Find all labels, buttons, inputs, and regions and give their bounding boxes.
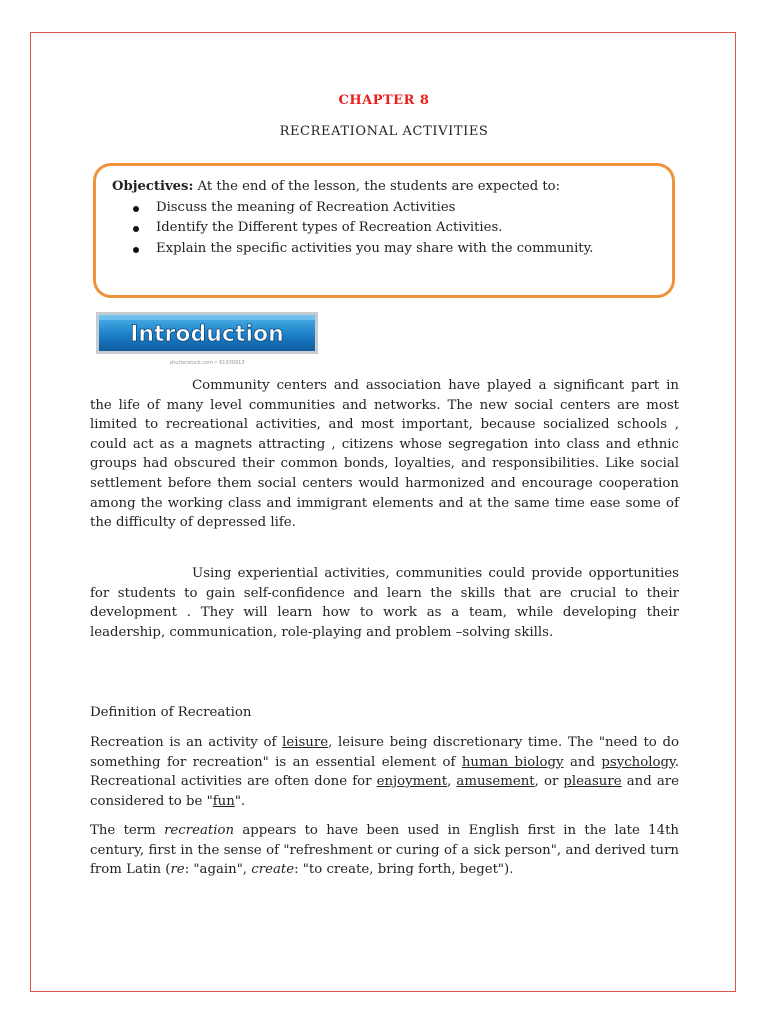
link-psychology[interactable]: psychology [601,754,675,770]
etymology-paragraph: The term recreation appears to have been used in English first in the late 14th century, first in the sense of "refreshment or curing of a sick person", and derived turn from Latin (re: "again", create: "to create, bring forth, beget"). [90,823,679,878]
definition-paragraph: Recreation is an activity of leisure, leisure being discretionary time. The "need to do something for recreation" is an essential element of human biology and psychology. Recreational activities are often done for enjoyment, amusement, or pleasure and are considered to be "fun". [90,735,680,809]
chapter-title: RECREATIONAL ACTIVITIES [279,124,489,139]
objectives-lead: At the end of the lesson, the students are expected to: [193,179,561,194]
term-create: create [251,862,295,878]
intro-paragraph-2 [90,564,679,642]
link-fun[interactable]: fun [212,793,235,809]
chapter-label: CHAPTER 8 [338,93,430,108]
link-amusement[interactable]: amusement [456,774,535,790]
banner-caption: shutterstock.com • 61938913 [169,360,245,366]
link-pleasure[interactable]: pleasure [563,774,622,790]
banner-text: Introduction [130,322,284,347]
link-leisure[interactable]: leisure [282,735,329,750]
introduction-banner [96,311,318,369]
objectives-intro [112,177,656,198]
term-recreation: recreation [164,823,235,838]
objectives-box [93,163,675,298]
objective-item: Discuss the meaning of Recreation Activities [156,198,656,219]
paragraph-text: Using experiential activities, communities could provide opportunities for students to gain self-confidence and learn the skills that are crucial to their development . They will learn how to work as a team, while developing their leadership, communication, role-playing and problem –solving skills. [90,566,679,640]
objectives-list [112,198,656,260]
objective-item: Explain the specific activities you may share with the community. [156,239,656,260]
term-re: re [170,862,185,878]
paragraph-text: Community centers and association have played a significant part in the life of many level communities and networks. The new social centers are most limited to recreational activities, and most important, because socialized schools , could act as a magnets attracting , citizens whose segregation into class and ethnic groups had obscured their common bonds, loyalties, and responsibilities. Like social settlement before them social centers would harmonized and encourage cooperation among the working class and immigrant elements and at the same time ease some of the difficulty of depressed life. [90,378,679,531]
objectives-label: Objectives: [112,179,194,194]
intro-paragraph-1 [90,376,679,533]
definition-heading: Definition of Recreation [90,705,252,720]
objective-item: Identify the Different types of Recreation Activities. [156,218,656,239]
link-enjoyment[interactable]: enjoyment [376,774,448,790]
link-human-biology[interactable]: human biology [461,754,564,770]
